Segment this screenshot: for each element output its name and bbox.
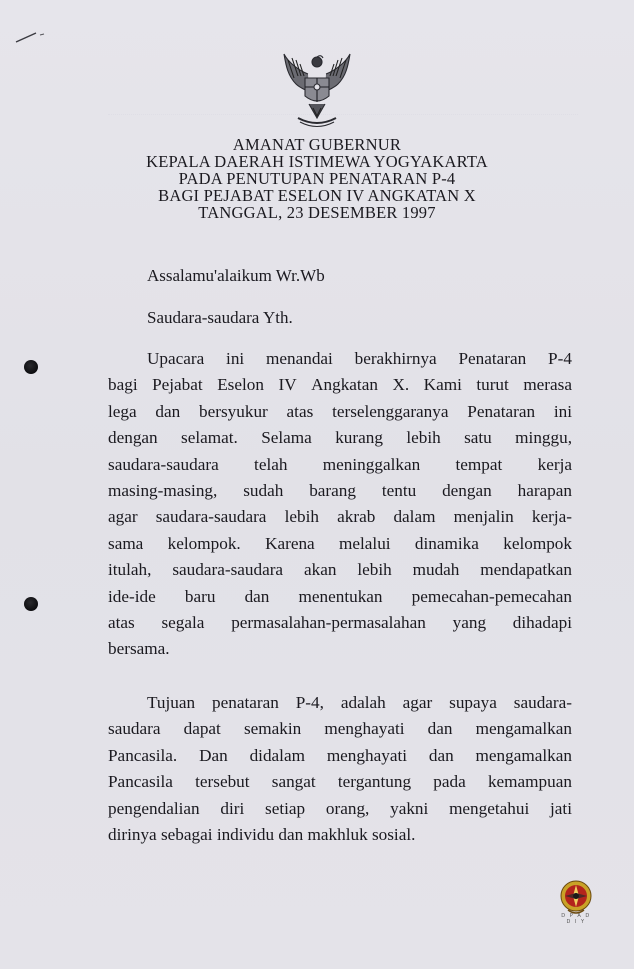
paragraph-line: Pancasila. Dan didalam menghayati dan mengamalkan [108,745,572,765]
header-line-5: TANGGAL, 23 DESEMBER 1997 [198,203,436,222]
logo-label-line-1: D P A D [561,913,591,919]
paragraph-line: dengan selamat. Selama kurang lebih satu minggu, [108,428,572,448]
punch-hole [24,360,38,374]
paragraph-line: pengendalian diri setiap orang, yakni mengetahui jati [108,798,572,818]
punch-hole [24,597,38,611]
greeting: Assalamu'alaikum Wr.Wb [147,266,325,285]
paragraph-line: saudara-saudara telah meninggalkan tempat kerja [108,454,572,474]
paragraph-line: itulah, saudara-saudara akan lebih mudah mendapatkan [108,560,572,580]
paragraph-line: bagi Pejabat Eselon IV Angkatan X. Kami turut merasa [108,375,572,395]
paragraph-line: ide-ide baru dan menentukan pemecahan-pemecahan [108,586,572,606]
paragraph-1 [108,346,572,663]
header-line-2: KEPALA DAERAH ISTIMEWA YOGYAKARTA [146,152,488,171]
dpad-diy-logo-label [550,913,602,925]
header-line-4: BAGI PEJABAT ESELON IV ANGKATAN X [158,186,476,205]
paragraph-line: lega dan bersyukur atas terselenggaranya Penataran ini [108,401,572,421]
paragraph-line: sama kelompok. Karena melalui dinamika kelompok [108,533,572,553]
header-line-3: PADA PENUTUPAN PENATARAN P-4 [178,169,456,188]
paragraph-line: Tujuan penataran P-4, adalah agar supaya saudara- [147,693,572,712]
paragraph-line: agar saudara-saudara lebih akrab dalam menjalin kerja- [108,507,572,527]
paragraph-line: bersama. [108,639,170,659]
paragraph-line: saudara dapat semakin menghayati dan mengamalkan [108,719,572,739]
paragraph-line: Pancasila tersebut sangat tergantung pada kemampuan [108,772,572,792]
document-header [0,136,634,221]
header-line-1: AMANAT GUBERNUR [232,135,402,154]
salutation: Saudara-saudara Yth. [147,308,293,327]
paragraph-line: Upacara ini menandai berakhirnya Penataran P-4 [147,349,572,368]
paragraph-line: atas segala permasalahan-permasalahan yang dihadapi [108,613,572,633]
paragraph-line: masing-masing, sudah barang tentu dengan harapan [108,481,572,501]
paragraph-line: dirinya sebagai individu dan makhluk sosial. [108,825,416,845]
logo-label-line-2: D I Y [566,919,586,925]
paragraph-2 [108,690,572,848]
garuda-pancasila-icon [278,52,356,132]
pen-mark-icon [14,30,46,44]
